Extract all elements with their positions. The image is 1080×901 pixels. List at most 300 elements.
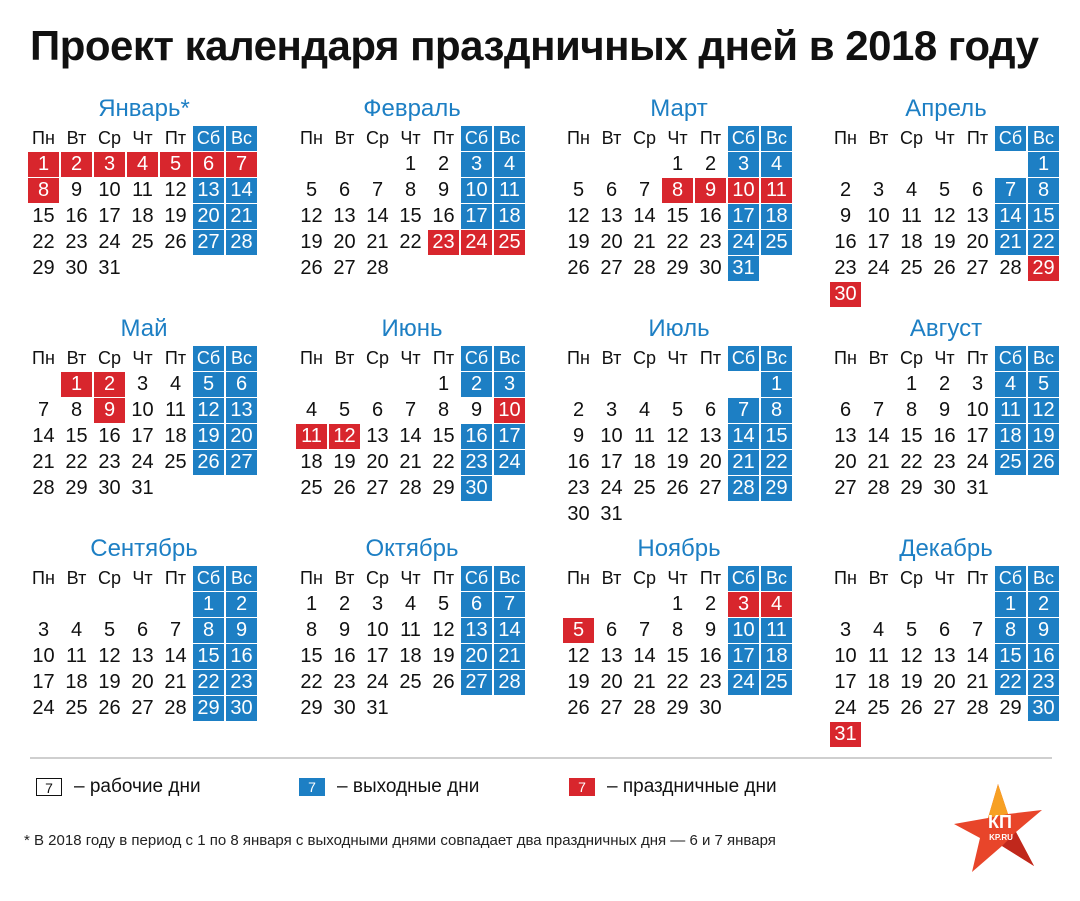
day-weekend: 7 xyxy=(494,592,525,617)
weekday-header: Пн xyxy=(834,568,857,588)
weekday-header: Ср xyxy=(97,128,121,148)
day-workday: 9 xyxy=(938,399,951,421)
weekday-header: Вс xyxy=(494,566,525,591)
day-workday: 1 xyxy=(671,593,684,615)
day-weekend: 14 xyxy=(995,204,1026,229)
empty-cell xyxy=(127,592,158,617)
weekday-header: Пн xyxy=(567,348,590,368)
day-weekend: 27 xyxy=(461,670,492,695)
day-workday: 5 xyxy=(572,179,585,201)
day-workday: 17 xyxy=(366,645,389,667)
empty-cell xyxy=(728,372,759,397)
day-workday: 14 xyxy=(399,425,422,447)
day-workday: 29 xyxy=(300,697,323,719)
day-holiday: 8 xyxy=(662,178,693,203)
empty-cell xyxy=(296,372,327,397)
empty-cell xyxy=(160,592,191,617)
empty-cell xyxy=(94,592,125,617)
day-workday: 22 xyxy=(300,671,323,693)
weekday-header: Чт xyxy=(132,568,153,588)
month-grid xyxy=(28,346,260,501)
weekday-header: Вт xyxy=(868,568,889,588)
day-workday: 28 xyxy=(999,257,1022,279)
day-workday: 4 xyxy=(905,179,918,201)
weekday-header: Пн xyxy=(32,568,55,588)
day-weekend: 18 xyxy=(995,424,1026,449)
day-workday: 17 xyxy=(600,451,623,473)
day-workday: 18 xyxy=(65,671,88,693)
day-workday: 7 xyxy=(971,619,984,641)
day-holiday: 4 xyxy=(127,152,158,177)
day-workday: 16 xyxy=(834,231,857,253)
day-workday: 9 xyxy=(437,179,450,201)
day-weekend: 22 xyxy=(995,670,1026,695)
weekday-header: Чт xyxy=(400,348,421,368)
day-workday: 15 xyxy=(432,425,455,447)
day-workday: 31 xyxy=(600,503,623,525)
day-workday: 6 xyxy=(338,179,351,201)
day-weekend: 21 xyxy=(226,204,257,229)
day-holiday: 30 xyxy=(830,282,861,307)
day-workday: 28 xyxy=(633,697,656,719)
day-workday: 4 xyxy=(169,373,182,395)
day-workday: 27 xyxy=(600,697,623,719)
day-workday: 24 xyxy=(32,697,55,719)
day-holiday: 2 xyxy=(94,372,125,397)
legend-off xyxy=(299,776,479,798)
day-workday: 19 xyxy=(567,671,590,693)
day-weekend: 25 xyxy=(761,670,792,695)
day-weekend: 24 xyxy=(728,670,759,695)
day-workday: 26 xyxy=(567,257,590,279)
day-weekend: 2 xyxy=(461,372,492,397)
day-workday: 2 xyxy=(437,153,450,175)
weekday-header: Пн xyxy=(834,128,857,148)
day-weekend: 23 xyxy=(461,450,492,475)
weekday-header: Вс xyxy=(1028,126,1059,151)
weekday-header: Вт xyxy=(601,128,622,148)
day-weekend: 6 xyxy=(461,592,492,617)
day-weekend: 30 xyxy=(461,476,492,501)
weekday-header: Сб xyxy=(728,346,759,371)
weekday-header: Чт xyxy=(667,128,688,148)
weekday-header: Чт xyxy=(934,128,955,148)
empty-cell xyxy=(563,592,594,617)
day-workday: 19 xyxy=(666,451,689,473)
day-workday: 9 xyxy=(704,619,717,641)
day-workday: 26 xyxy=(300,257,323,279)
day-weekend: 9 xyxy=(226,618,257,643)
day-workday: 16 xyxy=(65,205,88,227)
month-calendar xyxy=(296,532,528,721)
day-workday: 1 xyxy=(671,153,684,175)
day-workday: 14 xyxy=(366,205,389,227)
day-workday: 31 xyxy=(366,697,389,719)
empty-cell xyxy=(995,152,1026,177)
day-workday: 6 xyxy=(136,619,149,641)
weekday-header: Пн xyxy=(32,348,55,368)
month-name: Октябрь xyxy=(365,535,459,562)
day-workday: 2 xyxy=(839,179,852,201)
day-workday: 22 xyxy=(65,451,88,473)
day-workday: 15 xyxy=(300,645,323,667)
weekday-header: Вт xyxy=(66,568,87,588)
footnote: * В 2018 году в период с 1 по 8 января с выходными днями совпадает два праздничных дня — 6 и 7 января xyxy=(24,832,776,849)
day-workday: 10 xyxy=(834,645,857,667)
day-workday: 8 xyxy=(305,619,318,641)
month-calendar xyxy=(28,532,260,721)
day-weekend: 1 xyxy=(995,592,1026,617)
day-weekend: 29 xyxy=(193,696,224,721)
day-workday: 25 xyxy=(633,477,656,499)
day-workday: 30 xyxy=(567,503,590,525)
day-workday: 22 xyxy=(900,451,923,473)
weekday-header: Сб xyxy=(193,126,224,151)
day-workday: 17 xyxy=(131,425,154,447)
day-workday: 25 xyxy=(300,477,323,499)
day-weekend: 17 xyxy=(494,424,525,449)
day-workday: 20 xyxy=(333,231,356,253)
day-workday: 12 xyxy=(933,205,956,227)
legend-work-swatch: 7 xyxy=(36,778,62,796)
day-holiday: 7 xyxy=(226,152,257,177)
day-weekend: 21 xyxy=(494,644,525,669)
day-workday: 14 xyxy=(633,645,656,667)
day-workday: 5 xyxy=(338,399,351,421)
day-workday: 7 xyxy=(371,179,384,201)
weekday-header: Вт xyxy=(868,348,889,368)
day-workday: 18 xyxy=(131,205,154,227)
weekday-header: Ср xyxy=(899,568,923,588)
day-weekend: 3 xyxy=(461,152,492,177)
day-weekend: 27 xyxy=(193,230,224,255)
day-weekend: 13 xyxy=(193,178,224,203)
day-weekend: 21 xyxy=(728,450,759,475)
day-workday: 3 xyxy=(971,373,984,395)
day-workday: 18 xyxy=(867,671,890,693)
day-workday: 12 xyxy=(567,645,590,667)
day-workday: 20 xyxy=(600,231,623,253)
day-weekend: 5 xyxy=(193,372,224,397)
weekday-header: Пн xyxy=(300,128,323,148)
day-weekend: 25 xyxy=(995,450,1026,475)
weekday-header: Пн xyxy=(300,568,323,588)
day-workday: 6 xyxy=(971,179,984,201)
day-workday: 9 xyxy=(572,425,585,447)
weekday-header: Пн xyxy=(300,348,323,368)
day-holiday: 3 xyxy=(728,592,759,617)
day-workday: 27 xyxy=(366,477,389,499)
day-workday: 1 xyxy=(905,373,918,395)
month-name: Июнь xyxy=(381,315,443,342)
weekday-header: Ср xyxy=(899,348,923,368)
day-weekend: 17 xyxy=(728,204,759,229)
empty-cell xyxy=(296,152,327,177)
day-holiday: 9 xyxy=(94,398,125,423)
day-weekend: 15 xyxy=(193,644,224,669)
day-weekend: 21 xyxy=(995,230,1026,255)
day-holiday: 10 xyxy=(494,398,525,423)
day-workday: 13 xyxy=(131,645,154,667)
day-weekend: 19 xyxy=(1028,424,1059,449)
day-weekend: 7 xyxy=(995,178,1026,203)
weekday-header: Вт xyxy=(868,128,889,148)
empty-cell xyxy=(362,372,393,397)
weekday-header: Чт xyxy=(400,568,421,588)
weekday-header: Вт xyxy=(334,568,355,588)
day-workday: 1 xyxy=(305,593,318,615)
day-workday: 16 xyxy=(699,205,722,227)
empty-cell xyxy=(28,592,59,617)
day-weekend: 1 xyxy=(1028,152,1059,177)
empty-cell xyxy=(863,592,894,617)
day-workday: 15 xyxy=(32,205,55,227)
day-workday: 18 xyxy=(399,645,422,667)
month-grid xyxy=(563,346,795,527)
weekday-header: Сб xyxy=(995,126,1026,151)
day-workday: 8 xyxy=(70,399,83,421)
day-workday: 25 xyxy=(399,671,422,693)
empty-cell xyxy=(962,592,993,617)
logo-text: КП xyxy=(988,812,1012,832)
month-grid xyxy=(28,566,260,721)
month-name: Июль xyxy=(648,315,710,342)
day-workday: 10 xyxy=(366,619,389,641)
month-name: Декабрь xyxy=(899,535,993,562)
empty-cell xyxy=(830,372,861,397)
day-workday: 17 xyxy=(32,671,55,693)
day-workday: 20 xyxy=(131,671,154,693)
day-workday: 26 xyxy=(567,697,590,719)
day-weekend: 15 xyxy=(995,644,1026,669)
day-workday: 18 xyxy=(164,425,187,447)
day-weekend: 15 xyxy=(761,424,792,449)
day-workday: 25 xyxy=(131,231,154,253)
month-grid xyxy=(830,126,1062,307)
day-workday: 14 xyxy=(164,645,187,667)
weekday-header: Вс xyxy=(494,126,525,151)
day-workday: 6 xyxy=(371,399,384,421)
day-weekend: 7 xyxy=(728,398,759,423)
day-workday: 11 xyxy=(868,645,889,667)
empty-cell xyxy=(929,592,960,617)
day-workday: 14 xyxy=(867,425,890,447)
day-weekend: 20 xyxy=(193,204,224,229)
month-name: Май xyxy=(120,315,168,342)
day-workday: 3 xyxy=(839,619,852,641)
day-workday: 13 xyxy=(834,425,857,447)
weekday-header: Сб xyxy=(995,566,1026,591)
day-workday: 10 xyxy=(867,205,890,227)
day-workday: 28 xyxy=(966,697,989,719)
day-holiday: 10 xyxy=(728,178,759,203)
month-name: Март xyxy=(650,95,708,122)
day-weekend: 25 xyxy=(761,230,792,255)
weekday-header: Чт xyxy=(667,568,688,588)
weekday-header: Чт xyxy=(400,128,421,148)
weekday-header: Пт xyxy=(164,568,187,588)
day-weekend: 3 xyxy=(494,372,525,397)
empty-cell xyxy=(61,592,92,617)
day-workday: 19 xyxy=(900,671,923,693)
day-weekend: 18 xyxy=(761,204,792,229)
day-workday: 9 xyxy=(470,399,483,421)
day-workday: 8 xyxy=(437,399,450,421)
day-workday: 23 xyxy=(933,451,956,473)
day-weekend: 22 xyxy=(761,450,792,475)
month-grid xyxy=(563,566,795,721)
weekday-header: Пт xyxy=(432,348,455,368)
day-weekend: 4 xyxy=(761,152,792,177)
weekday-header: Вс xyxy=(226,566,257,591)
day-workday: 6 xyxy=(605,619,618,641)
day-workday: 13 xyxy=(333,205,356,227)
day-weekend: 23 xyxy=(226,670,257,695)
day-weekend: 30 xyxy=(226,696,257,721)
day-weekend: 12 xyxy=(1028,398,1059,423)
day-workday: 23 xyxy=(699,671,722,693)
day-workday: 15 xyxy=(399,205,422,227)
day-holiday: 31 xyxy=(830,722,861,747)
day-workday: 27 xyxy=(699,477,722,499)
legend-holiday-swatch: 7 xyxy=(569,778,595,796)
day-workday: 13 xyxy=(600,645,623,667)
day-weekend: 17 xyxy=(461,204,492,229)
day-workday: 24 xyxy=(834,697,857,719)
month-grid xyxy=(28,126,260,281)
day-weekend: 12 xyxy=(193,398,224,423)
day-workday: 19 xyxy=(164,205,187,227)
day-weekend: 4 xyxy=(995,372,1026,397)
day-workday: 25 xyxy=(867,697,890,719)
day-workday: 6 xyxy=(704,399,717,421)
day-workday: 18 xyxy=(633,451,656,473)
day-holiday: 5 xyxy=(563,618,594,643)
weekday-header: Вт xyxy=(66,128,87,148)
day-workday: 19 xyxy=(333,451,356,473)
day-weekend: 3 xyxy=(728,152,759,177)
day-weekend: 8 xyxy=(193,618,224,643)
day-workday: 24 xyxy=(366,671,389,693)
day-workday: 11 xyxy=(400,619,421,641)
day-workday: 22 xyxy=(666,231,689,253)
day-workday: 27 xyxy=(966,257,989,279)
day-holiday: 6 xyxy=(193,152,224,177)
day-workday: 26 xyxy=(98,697,121,719)
day-workday: 7 xyxy=(37,399,50,421)
day-holiday: 29 xyxy=(1028,256,1059,281)
day-workday: 28 xyxy=(399,477,422,499)
day-workday: 17 xyxy=(834,671,857,693)
day-holiday: 25 xyxy=(494,230,525,255)
day-workday: 10 xyxy=(32,645,55,667)
day-workday: 14 xyxy=(633,205,656,227)
day-workday: 3 xyxy=(37,619,50,641)
weekday-header: Пт xyxy=(432,128,455,148)
weekday-header: Сб xyxy=(461,126,492,151)
day-workday: 16 xyxy=(432,205,455,227)
day-workday: 26 xyxy=(164,231,187,253)
month-name: Февраль xyxy=(363,95,461,122)
day-workday: 6 xyxy=(938,619,951,641)
day-workday: 22 xyxy=(666,671,689,693)
day-workday: 12 xyxy=(900,645,923,667)
empty-cell xyxy=(596,152,627,177)
day-workday: 20 xyxy=(933,671,956,693)
day-workday: 15 xyxy=(666,205,689,227)
day-workday: 5 xyxy=(905,619,918,641)
day-holiday: 9 xyxy=(695,178,726,203)
page-title: Проект календаря праздничных дней в 2018 году xyxy=(30,22,1039,69)
day-workday: 12 xyxy=(432,619,455,641)
day-holiday: 1 xyxy=(61,372,92,397)
day-workday: 20 xyxy=(966,231,989,253)
weekday-header: Пт xyxy=(966,568,989,588)
day-workday: 10 xyxy=(98,179,121,201)
day-workday: 28 xyxy=(867,477,890,499)
day-weekend: 1 xyxy=(193,592,224,617)
day-workday: 11 xyxy=(901,205,922,227)
day-workday: 22 xyxy=(432,451,455,473)
day-workday: 16 xyxy=(333,645,356,667)
day-workday: 4 xyxy=(404,593,417,615)
month-name: Апрель xyxy=(905,95,987,122)
day-workday: 29 xyxy=(432,477,455,499)
weekday-header: Пт xyxy=(164,348,187,368)
weekday-header: Пт xyxy=(966,128,989,148)
day-workday: 18 xyxy=(900,231,923,253)
day-weekend: 10 xyxy=(461,178,492,203)
day-weekend: 22 xyxy=(193,670,224,695)
day-workday: 19 xyxy=(933,231,956,253)
day-weekend: 14 xyxy=(494,618,525,643)
day-workday: 18 xyxy=(300,451,323,473)
day-workday: 4 xyxy=(638,399,651,421)
month-calendar xyxy=(563,92,795,281)
day-workday: 12 xyxy=(567,205,590,227)
day-workday: 30 xyxy=(98,477,121,499)
day-workday: 26 xyxy=(333,477,356,499)
day-workday: 24 xyxy=(98,231,121,253)
month-calendar xyxy=(28,92,260,281)
day-workday: 5 xyxy=(305,179,318,201)
day-workday: 5 xyxy=(938,179,951,201)
day-workday: 30 xyxy=(65,257,88,279)
day-workday: 2 xyxy=(704,593,717,615)
day-workday: 21 xyxy=(32,451,55,473)
day-workday: 26 xyxy=(933,257,956,279)
month-grid xyxy=(830,566,1062,747)
empty-cell xyxy=(362,152,393,177)
day-workday: 24 xyxy=(600,477,623,499)
day-workday: 11 xyxy=(66,645,87,667)
day-workday: 30 xyxy=(699,697,722,719)
weekday-header: Пн xyxy=(834,348,857,368)
weekday-header: Чт xyxy=(934,348,955,368)
day-workday: 29 xyxy=(65,477,88,499)
day-workday: 4 xyxy=(70,619,83,641)
day-workday: 5 xyxy=(671,399,684,421)
day-workday: 25 xyxy=(65,697,88,719)
day-workday: 21 xyxy=(633,671,656,693)
empty-cell xyxy=(395,372,426,397)
legend-holiday-label: – праздничные дни xyxy=(607,776,777,797)
day-workday: 6 xyxy=(839,399,852,421)
month-calendar xyxy=(563,532,795,721)
day-workday: 14 xyxy=(966,645,989,667)
month-calendar xyxy=(28,312,260,501)
weekday-header: Ср xyxy=(97,568,121,588)
